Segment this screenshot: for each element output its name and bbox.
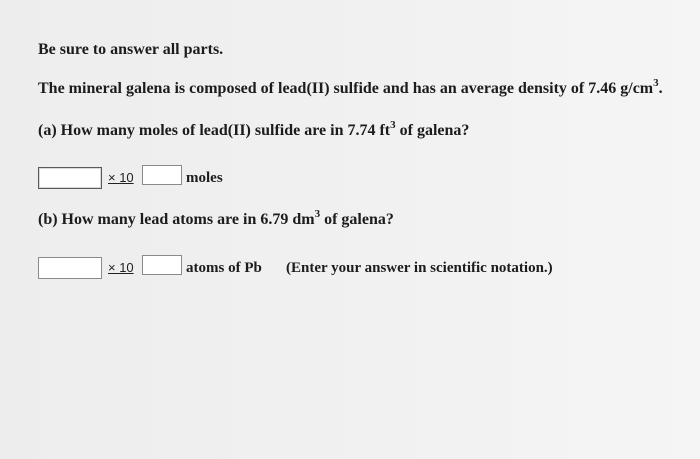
part-a-coefficient-input[interactable] <box>38 167 102 189</box>
intro-period: . <box>658 80 663 97</box>
intro-text: The mineral galena is composed of lead(II) sulfide and has an average density of 7.46 g/cm <box>38 80 654 97</box>
intro-exponent: 3 <box>653 77 659 89</box>
part-b-question <box>38 208 394 229</box>
part-a-unit: moles <box>186 170 223 186</box>
part-a-question-text: (a) How many moles of lead(II) sulfide are in 7.74 ft <box>38 122 391 139</box>
part-a-question <box>38 119 470 140</box>
problem-intro <box>38 77 663 98</box>
part-b-exponent: 3 <box>314 208 321 220</box>
part-b-coefficient-input[interactable] <box>38 257 102 279</box>
part-b-question-end: of galena? <box>320 211 394 228</box>
part-b-question-text: (b) How many lead atoms are in 6.79 dm <box>38 211 315 228</box>
part-a-times-ten-label: × 10 <box>108 170 134 185</box>
part-a-exponent: 3 <box>390 119 396 131</box>
part-b-exponent-input[interactable] <box>142 255 182 275</box>
part-b-times-ten <box>108 260 134 275</box>
part-b-unit: atoms of Pb <box>186 260 262 276</box>
part-a-exponent-input[interactable] <box>142 165 182 185</box>
instructions-text: Be sure to answer all parts. <box>38 41 224 58</box>
part-b-times-ten-label: × 10 <box>108 260 134 275</box>
part-a-question-end: of galena? <box>395 122 470 139</box>
scientific-notation-note: (Enter your answer in scientific notation.) <box>286 260 553 276</box>
part-a-times-ten <box>108 170 134 185</box>
